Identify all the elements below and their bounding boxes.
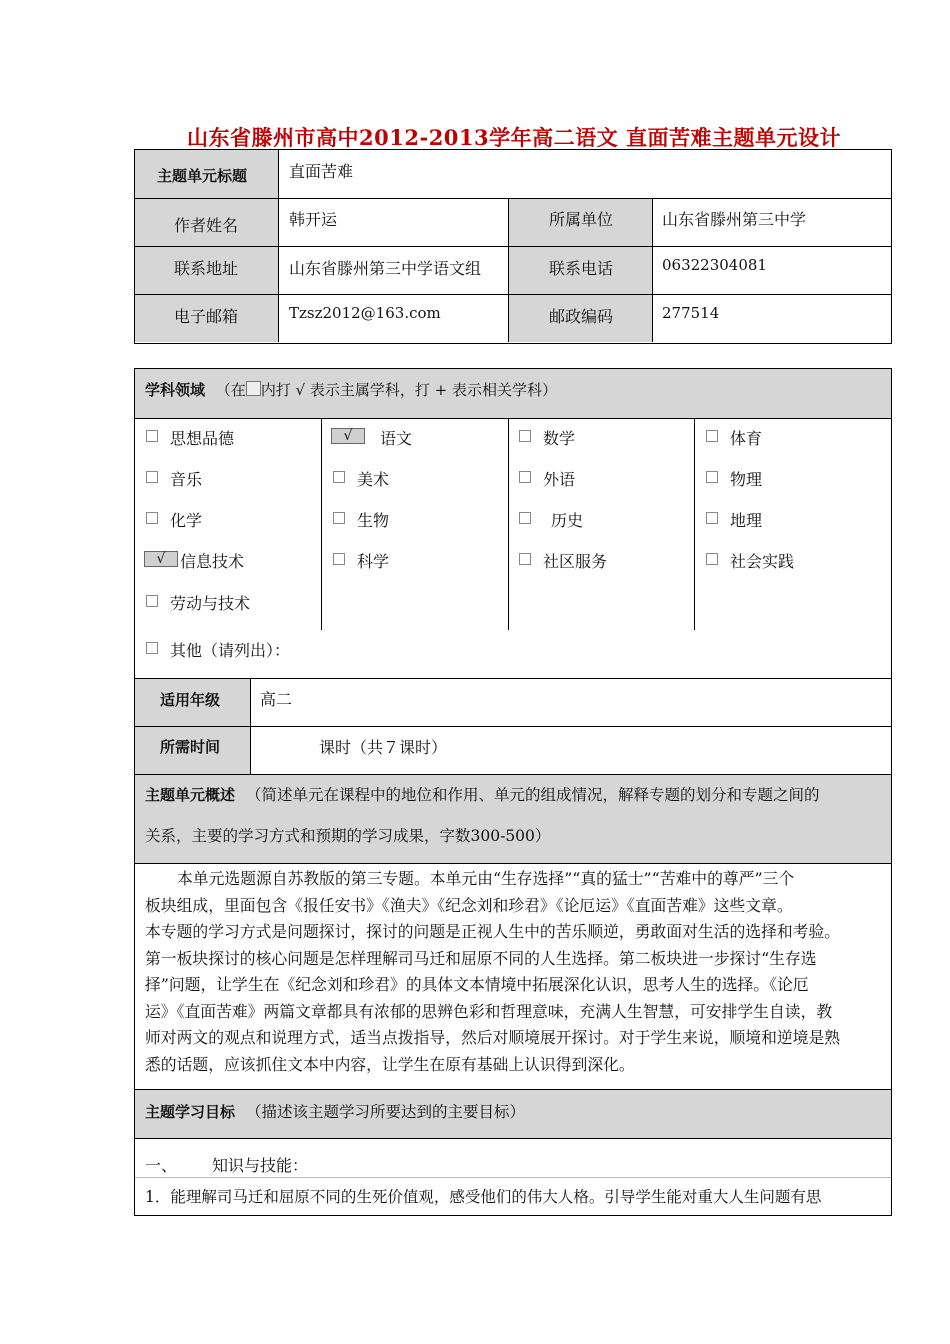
subject-label: 语文 — [380, 429, 413, 448]
checkbox-huaxue[interactable] — [146, 512, 158, 524]
overview-line: 择”问题，让学生在《纪念刘和珍君》的具体文本情境中拓展深化认识，思考人生的选择。《论厄 — [145, 975, 809, 994]
subject-label: 数学 — [543, 429, 576, 448]
unit-label: 所属单位 — [549, 210, 614, 229]
checkbox-sample-icon — [246, 381, 261, 396]
subject-label: 体育 — [730, 429, 763, 448]
overview-header — [145, 783, 819, 805]
overview-line: 第一板块探讨的核心问题是怎样理解司马迁和屈原不同的人生选择。第二板块进一步探讨“生存选 — [145, 948, 817, 968]
overview-line: 本专题的学习方式是问题探讨，探讨的问题是正视人生中的苦乐顺逆，勇敢面对生活的选择和考验。 — [145, 922, 841, 941]
unit-title-value: 直面苦难 — [289, 162, 354, 181]
subject-label: 社区服务 — [543, 552, 608, 571]
goals-item-1: 1．能理解司马迁和屈原不同的生死价值观，感受他们的伟大人格。引导学生能对重大人生问题有思 — [145, 1188, 822, 1206]
unit-title-label: 主题单元标题 — [157, 167, 248, 185]
other-label: 其他（请列出）： — [170, 641, 291, 660]
goals-label: 主题学习目标 — [145, 1103, 236, 1121]
phone-label: 联系电话 — [549, 259, 614, 278]
email-value: Tzsz2012@163.com — [289, 304, 441, 322]
overview-desc-1: （简述单元在课程中的地位和作用、单元的组成情况，解释专题的划分和专题之间的 — [245, 786, 820, 804]
goals-section-title: 知识与技能： — [212, 1156, 309, 1175]
checkbox-lishi[interactable] — [519, 512, 531, 524]
subject-label: 外语 — [543, 470, 576, 489]
checkbox-tiyu[interactable] — [706, 430, 718, 442]
design-table — [134, 368, 892, 1216]
subject-header — [145, 379, 557, 400]
overview-line: 运》《直面苦难》两篇文章都具有浓郁的思辨色彩和哲理意味，充满人生智慧，可安排学生自读，教 — [145, 1001, 833, 1021]
subject-label: 音乐 — [170, 470, 203, 489]
subject-header-label: 学科领域 — [145, 381, 206, 399]
author-value: 韩开运 — [289, 210, 338, 229]
overview-label: 主题单元概述 — [145, 786, 236, 804]
overview-body — [145, 866, 840, 1078]
document-title: 山东省滕州市高中2012-2013学年高二语文 直面苦难主题单元设计 — [187, 125, 841, 150]
subject-label: 生物 — [357, 511, 390, 530]
checkbox-wuli[interactable] — [706, 471, 718, 483]
subject-label: 历史 — [551, 511, 584, 530]
grade-label: 适用年级 — [160, 691, 221, 709]
checkbox-dili[interactable] — [706, 512, 718, 524]
checkbox-laodong[interactable] — [146, 595, 158, 607]
overview-line: 本单元选题源自苏教版的第三专题。本单元由“生存选择”“真的猛士”“苦难中的尊严”三个 — [177, 869, 795, 888]
checkbox-xinxi-checked[interactable]: √ — [144, 551, 178, 567]
checkbox-other[interactable] — [146, 642, 158, 654]
goals-desc: （描述该主题学习所要达到的主要目标） — [245, 1103, 525, 1121]
subject-label: 地理 — [730, 511, 763, 530]
grade-value: 高二 — [260, 690, 293, 709]
info-table — [134, 149, 892, 344]
author-label: 作者姓名 — [174, 216, 239, 235]
checkbox-shengwu[interactable] — [333, 512, 345, 524]
address-label: 联系地址 — [174, 259, 239, 278]
checkbox-kexue[interactable] — [333, 553, 345, 565]
subject-label: 物理 — [730, 470, 763, 489]
subject-label: 信息技术 — [180, 552, 245, 571]
checkbox-meishu[interactable] — [333, 471, 345, 483]
checkbox-yuwen-checked[interactable]: √ — [331, 428, 365, 444]
checkbox-waiyu[interactable] — [519, 471, 531, 483]
time-value: 课时（共７课时） — [319, 738, 448, 757]
overview-line: 板块组成，里面包含《报任安书》《渔夫》《纪念刘和珍君》《论厄运》《直面苦难》这些文章。 — [145, 895, 793, 915]
subject-label: 美术 — [357, 470, 390, 489]
overview-line: 悉的话题，应该抓住文本中内容，让学生在原有基础上认识得到深化。 — [145, 1054, 635, 1074]
checkbox-yinyue[interactable] — [146, 471, 158, 483]
time-label: 所需时间 — [160, 738, 221, 756]
goals-section-num: 一、 — [145, 1156, 178, 1175]
subject-label: 科学 — [357, 552, 390, 571]
checkbox-shequ[interactable] — [519, 553, 531, 565]
overview-line: 师对两文的观点和说理方式，适当点拨指导，然后对顺境展开探讨。对于学生来说，顺境和逆境是熟 — [145, 1028, 841, 1047]
overview-desc-2: 关系，主要的学习方式和预期的学习成果，字数300-500） — [145, 827, 551, 845]
address-value: 山东省滕州第三中学语文组 — [289, 259, 482, 278]
unit-value: 山东省滕州第三中学 — [662, 210, 807, 229]
email-label: 电子邮箱 — [174, 307, 239, 326]
checkbox-shehui[interactable] — [706, 553, 718, 565]
postcode-label: 邮政编码 — [549, 307, 614, 326]
checkbox-shuxue[interactable] — [519, 430, 531, 442]
postcode-value: 277514 — [662, 304, 720, 322]
subject-label: 思想品德 — [170, 429, 235, 448]
checkbox-sixiang[interactable] — [146, 430, 158, 442]
subject-header-suffix: 内打 √ 表示主属学科，打 + 表示相关学科） — [260, 381, 558, 399]
subject-label: 化学 — [170, 511, 203, 530]
subject-header-prefix: （在 — [215, 381, 246, 399]
phone-value: 06322304081 — [662, 256, 767, 274]
subject-label: 劳动与技术 — [170, 594, 251, 613]
subject-label: 社会实践 — [730, 552, 795, 571]
goals-header — [145, 1100, 525, 1122]
